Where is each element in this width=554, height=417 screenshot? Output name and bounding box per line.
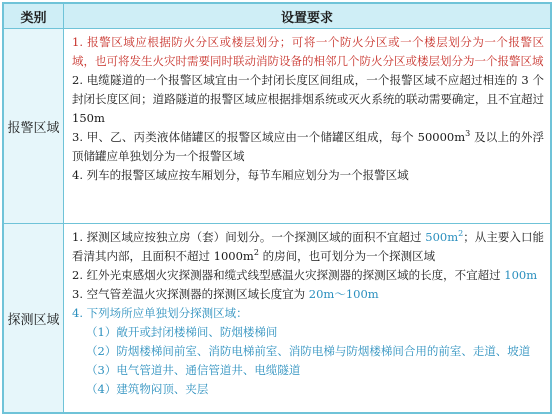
detection-zone-sub-item-2: （2）防烟楼梯间前室、消防电梯前室、消防电梯与防烟楼梯间合用的前室、走道、坡道 (86, 344, 531, 358)
detection-zone-sub-item-1: （1）敞开或封闭楼梯间、防烟楼梯间 (86, 325, 278, 339)
detection-zone-item-2-value: 100m (504, 268, 538, 282)
detection-zone-sub-item-4: （4）建筑物闷顶、夹层 (86, 382, 209, 396)
header-category: 类别 (4, 4, 64, 29)
requirements-table (3, 3, 551, 413)
detection-zone-item-3-value: 20m～100m (308, 287, 379, 301)
detection-zone-item-1-area (425, 230, 463, 244)
requirement-cell-detection-zone (64, 224, 551, 413)
category-cell-detection-zone: 探测区域 (4, 224, 64, 413)
detection-zone-item-1-post: 的房间，也可划分为一个探测区域 (258, 249, 436, 263)
alarm-zone-item-1: 1. 报警区域应根据防火分区或楼层划分；可将一个防火分区或一个楼层划分为一个报警区域，也可将发生火灾时需要同时联动消防设备的相邻几个防火分区或楼层划分为一个报警区域 (72, 35, 544, 68)
detection-zone-item-1-mid-sup: 2 (253, 248, 259, 258)
alarm-zone-item-4: 4. 列车的报警区域应按车厢划分，每节车厢应划分为一个报警区域 (72, 168, 409, 182)
detection-zone-item-1-area-value: 500m (425, 230, 459, 244)
table-header-row (4, 4, 551, 29)
header-requirement: 设置要求 (64, 4, 551, 29)
requirement-cell-alarm-zone (64, 29, 551, 224)
detection-zone-item-3 (72, 285, 544, 304)
table-row-detection-zone (4, 224, 551, 413)
detection-zone-item-4: 4. 下列场所应单独划分探测区域： (72, 306, 248, 320)
detection-zone-item-1-mid: ；从主要入口能看清其内部，且面积不超过 1000m (72, 230, 545, 263)
alarm-zone-item-3 (72, 128, 544, 166)
detection-zone-item-2 (72, 266, 544, 285)
requirements-table-frame (2, 2, 552, 414)
detection-zone-item-2-pre: 2. 红外光束感烟火灾探测器和缆式线型感温火灾探测器的探测区域的长度，不宜超过 (72, 268, 505, 282)
alarm-zone-item-3-pre: 3. 甲、乙、丙类液体储罐区的报警区域应由一个储罐区组成，每个 50000m (72, 130, 466, 144)
detection-zone-item-1-area-sup: 2 (458, 229, 464, 239)
table-row-alarm-zone (4, 29, 551, 224)
detection-zone-item-3-pre: 3. 空气管差温火灾探测器的探测区域长度宜为 (72, 287, 309, 301)
detection-zone-item-1 (72, 228, 544, 266)
alarm-zone-item-3-post: 及以上的外浮顶储罐应单独划分为一个报警区域 (72, 130, 544, 163)
alarm-zone-item-3-sup: 3 (465, 129, 471, 139)
detection-zone-sub-item-3: （3）电气管道井、通信管道井、电缆隧道 (86, 363, 301, 377)
alarm-zone-item-2: 2. 电缆隧道的一个报警区域宜由一个封闭长度区间组成，一个报警区域不应超过相连的 3 个封闭长度区间；道路隧道的报警区域应根据排烟系统或灭火系统的联动需要确定，且不宜超过 150m (72, 73, 544, 125)
category-cell-alarm-zone: 报警区域 (4, 29, 64, 224)
detection-zone-item-1-pre: 1. 探测区域应按独立房（套）间划分。一个探测区域的面积不宜超过 (72, 230, 426, 244)
